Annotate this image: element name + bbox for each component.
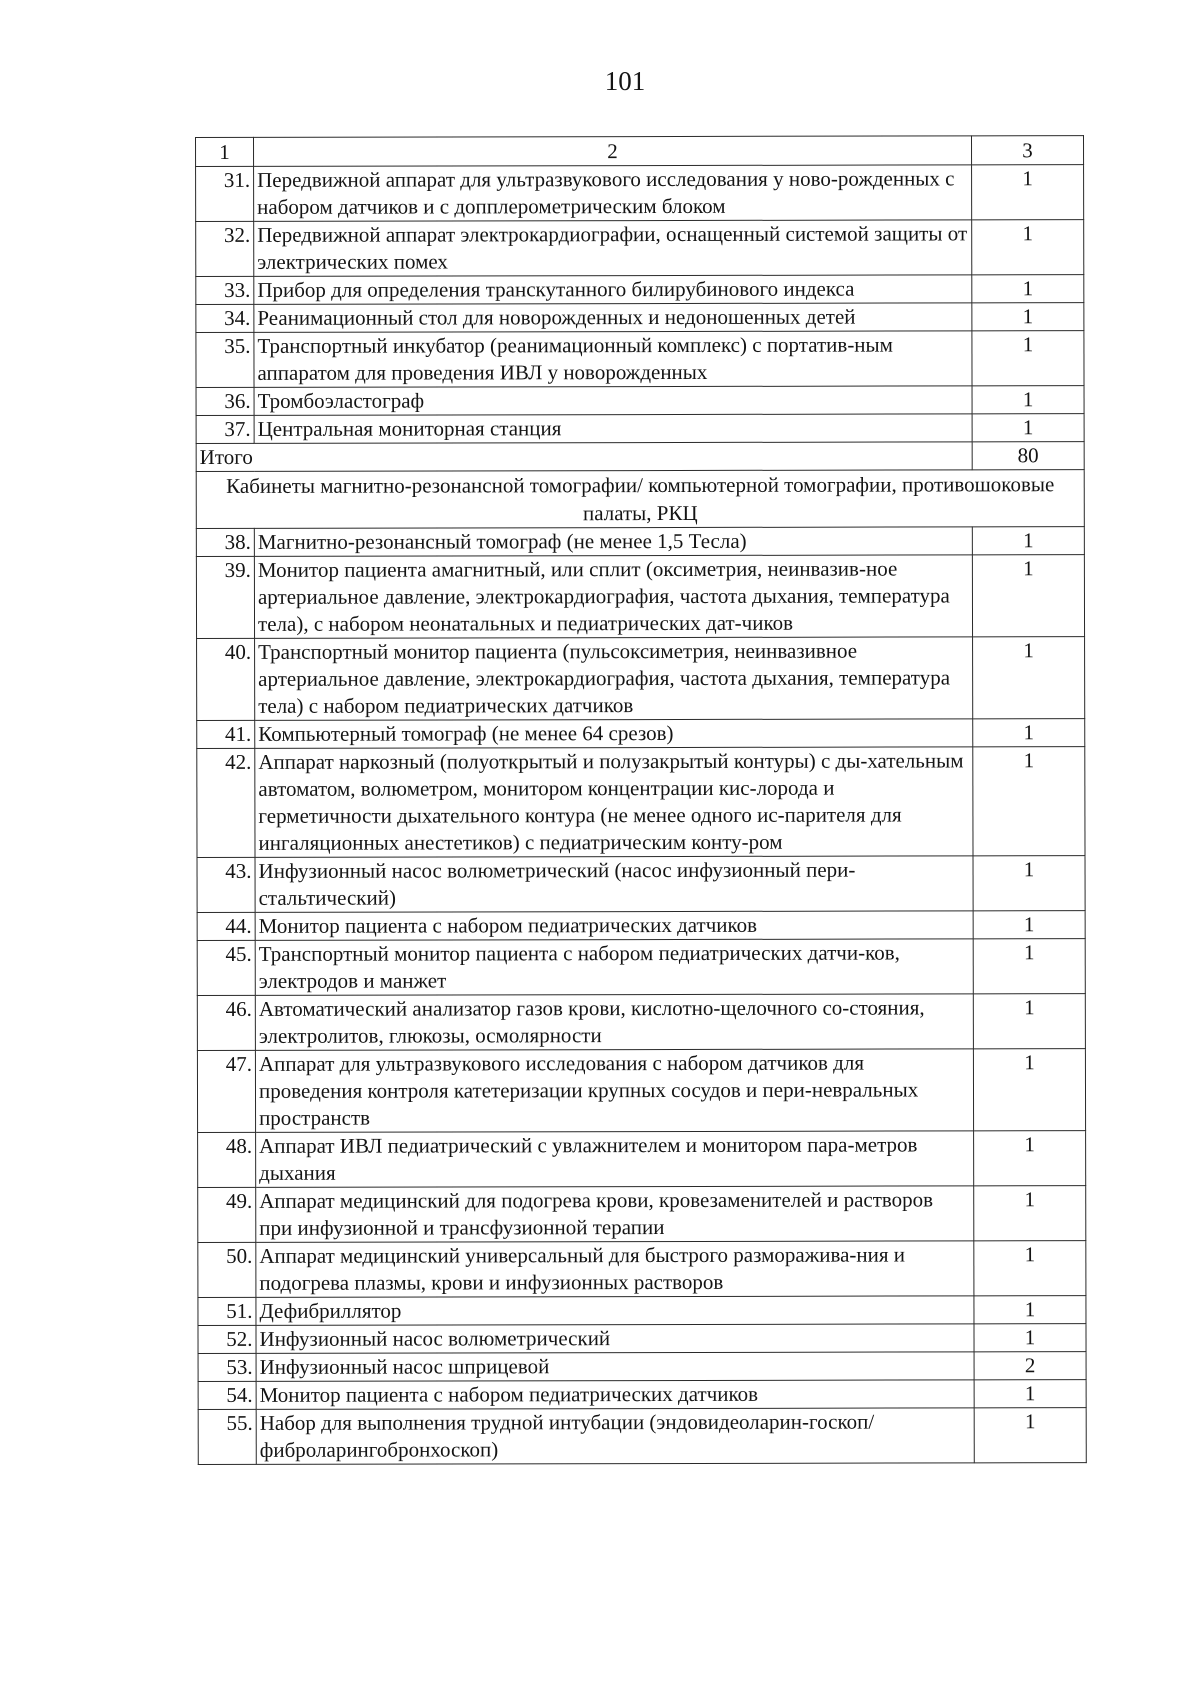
equipment-quantity: 1 [974, 1296, 1086, 1324]
equipment-name: Передвижной аппарат для ультразвукового исследования у ново-рожденных с набором датчиков и с допплерометрическим блоком [254, 165, 972, 222]
header-col-number: 1 [196, 137, 254, 166]
total-label: Итого [196, 442, 972, 472]
equipment-name: Магнитно-резонансный томограф (не менее 1,5 Тесла) [254, 527, 972, 557]
row-number: 50. [198, 1242, 256, 1297]
row-number: 35. [196, 332, 254, 387]
equipment-name: Аппарат медицинский универсальный для быстрого разморажива-ния и подогрева плазмы, крови и инфузионных растворов [256, 1241, 974, 1298]
equipment-quantity: 1 [974, 1241, 1086, 1296]
row-number: 45. [197, 940, 255, 995]
table-row [197, 747, 1085, 858]
equipment-name: Монитор пациента с набором педиатрических датчиков [256, 1380, 974, 1410]
row-number: 55. [198, 1409, 256, 1464]
equipment-name: Автоматический анализатор газов крови, кислотно-щелочного со-стояния, электролитов, глюкозы, осмолярности [255, 994, 973, 1051]
equipment-quantity: 1 [972, 414, 1084, 442]
equipment-quantity: 1 [973, 637, 1085, 719]
table-row [197, 719, 1085, 749]
equipment-name: Центральная мониторная станция [254, 414, 972, 444]
row-number: 41. [197, 720, 255, 748]
table-row [197, 1049, 1085, 1133]
equipment-quantity: 2 [974, 1352, 1086, 1380]
row-number: 38. [196, 528, 254, 556]
equipment-quantity: 1 [972, 275, 1084, 303]
table-row [198, 1296, 1086, 1326]
table-row [198, 1352, 1086, 1382]
equipment-name: Прибор для определения транскутанного билирубинового индекса [254, 275, 972, 305]
equipment-quantity: 1 [973, 719, 1085, 747]
row-number: 32. [196, 221, 254, 276]
equipment-name: Инфузионный насос шприцевой [256, 1352, 974, 1382]
row-number: 31. [196, 166, 254, 221]
table-row [198, 1131, 1086, 1188]
table-row [197, 911, 1085, 941]
table-row [197, 637, 1085, 721]
equipment-quantity: 1 [973, 994, 1085, 1049]
equipment-name: Компьютерный томограф (не менее 64 срезов) [255, 719, 973, 749]
header-col-quantity: 3 [971, 136, 1083, 165]
equipment-quantity: 1 [972, 303, 1084, 331]
total-value: 80 [972, 442, 1084, 470]
row-number: 52. [198, 1325, 256, 1353]
row-number: 43. [197, 857, 255, 912]
equipment-name: Транспортный монитор пациента (пульсоксиметрия, неинвазивное артериальное давление, электрокардиография, частота дыхания, температура тела) с набором педиатрических датчиков [255, 637, 973, 721]
table-row [198, 1380, 1086, 1410]
equipment-quantity: 1 [973, 856, 1085, 911]
table-row [196, 555, 1084, 639]
row-number: 37. [196, 415, 254, 443]
equipment-quantity: 1 [972, 527, 1084, 555]
equipment-name: Аппарат для ультразвукового исследования с набором датчиков для проведения контроля катетеризации крупных сосудов и пери-невральных пространств [255, 1049, 973, 1133]
row-number: 48. [198, 1132, 256, 1187]
row-number: 39. [196, 556, 254, 638]
equipment-quantity: 1 [972, 386, 1084, 414]
row-number: 53. [198, 1353, 256, 1381]
row-number: 33. [196, 276, 254, 304]
equipment-quantity: 1 [974, 1131, 1086, 1186]
equipment-quantity: 1 [972, 331, 1084, 386]
section-title: Кабинеты магнитно-резонансной томографии/ компьютерной томографии, противошоковые палаты, РКЦ [196, 470, 1084, 529]
equipment-quantity: 1 [972, 165, 1084, 220]
row-number: 46. [197, 995, 255, 1050]
equipment-name: Набор для выполнения трудной интубации (эндовидеоларин-госкоп/фиброларингобронхоскоп) [256, 1408, 974, 1465]
equipment-name: Реанимационный стол для новорожденных и недоношенных детей [254, 303, 972, 333]
equipment-quantity: 1 [974, 1408, 1086, 1463]
table-row [197, 994, 1085, 1051]
equipment-name: Монитор пациента с набором педиатрических датчиков [255, 911, 973, 941]
table-row [196, 165, 1084, 222]
row-number: 47. [197, 1050, 255, 1132]
equipment-name: Аппарат наркозный (полуоткрытый и полузакрытый контуры) с ды-хательным автоматом, волюметром, монитором концентрации кис-лорода и герметичности дыхательного контура (не менее одного ис-парителя для ингаляционных анестетиков) с педиатрическим конту-ром [255, 747, 973, 858]
table-row [196, 275, 1084, 305]
row-number: 44. [197, 912, 255, 940]
equipment-quantity: 1 [973, 747, 1085, 856]
table-row [196, 527, 1084, 557]
equipment-quantity: 1 [974, 1186, 1086, 1241]
row-number: 34. [196, 304, 254, 332]
equipment-quantity: 1 [972, 555, 1084, 637]
table-row [196, 386, 1084, 416]
equipment-quantity: 1 [972, 220, 1084, 275]
row-number: 51. [198, 1297, 256, 1325]
equipment-quantity: 1 [973, 939, 1085, 994]
table-row [198, 1186, 1086, 1243]
equipment-quantity: 1 [973, 1049, 1085, 1131]
page-number: 101 [604, 66, 646, 96]
table-row [198, 1241, 1086, 1298]
equipment-name: Транспортный инкубатор (реанимационный комплекс) с портатив-ным аппаратом для проведения ИВЛ у новорожденных [254, 331, 972, 388]
row-number: 54. [198, 1381, 256, 1409]
total-row [196, 442, 1084, 472]
table-row [198, 1324, 1086, 1354]
table-row [196, 414, 1084, 444]
table-header-row [196, 136, 1084, 167]
table-row [197, 939, 1085, 996]
equipment-table [195, 135, 1087, 1465]
equipment-name: Дефибриллятор [256, 1296, 974, 1326]
equipment-table-wrapper [195, 135, 1086, 1465]
table-row [196, 303, 1084, 333]
header-col-name: 2 [254, 136, 972, 167]
equipment-name: Инфузионный насос волюметрический (насос инфузионный пери-стальтический) [255, 856, 973, 913]
equipment-quantity: 1 [973, 911, 1085, 939]
equipment-name: Аппарат медицинский для подогрева крови, кровезаменителей и растворов при инфузионной и трансфузионной терапии [256, 1186, 974, 1243]
row-number: 42. [197, 748, 255, 857]
section-row [196, 470, 1084, 529]
table-row [196, 331, 1084, 388]
equipment-name: Передвижной аппарат электрокардиографии, оснащенный системой защиты от электрических помех [254, 220, 972, 277]
table-row [197, 856, 1085, 913]
equipment-name: Транспортный монитор пациента с набором педиатрических датчи-ков, электродов и манжет [255, 939, 973, 996]
equipment-name: Аппарат ИВЛ педиатрический с увлажнителем и монитором пара-метров дыхания [256, 1131, 974, 1188]
table-row [196, 220, 1084, 277]
row-number: 49. [198, 1187, 256, 1242]
equipment-name: Тромбоэластограф [254, 386, 972, 416]
row-number: 36. [196, 387, 254, 415]
equipment-quantity: 1 [974, 1380, 1086, 1408]
equipment-name: Инфузионный насос волюметрический [256, 1324, 974, 1354]
equipment-name: Монитор пациента амагнитный, или сплит (оксиметрия, неинвазив-ное артериальное давление, электрокардиография, частота дыхания, температура тела), с набором неонатальных и педиатрических дат-чиков [254, 555, 972, 639]
equipment-quantity: 1 [974, 1324, 1086, 1352]
row-number: 40. [197, 638, 255, 720]
table-row [198, 1408, 1086, 1465]
